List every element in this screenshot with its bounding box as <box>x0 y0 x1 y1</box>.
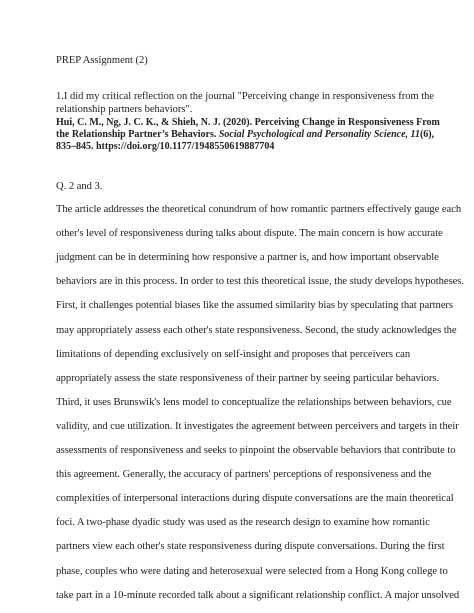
question-heading: Q. 2 and 3. <box>56 181 103 192</box>
reference-line-1: Hui, C. M., Ng, J. C. K., & Shieh, N. J. (2020). Perceiving Change in Responsiveness From <box>56 117 440 128</box>
reference-line-2 <box>56 129 434 140</box>
intro-line-1: 1.I did my critical reflection on the journal "Perceiving change in responsiveness from the <box>56 91 435 102</box>
body-line: foci. A two-phase dyadic study was used as the research design to examine how romantic <box>56 517 430 529</box>
body-line: judgment can be in determining how responsive a partner is, and how important observable <box>56 252 439 264</box>
body-line: The article addresses the theoretical conundrum of how romantic partners effectively gauge each <box>56 204 462 215</box>
body-line: limitations of depending exclusively on self-insight and proposes that perceivers can <box>56 348 411 360</box>
body-line: may appropriately assess each other's state responsiveness. Second, the study acknowledges the <box>56 324 457 336</box>
body-line: other's level of responsiveness during talks about dispute. The main concern is how accurate <box>56 228 443 240</box>
body-line: this agreement. Generally, the accuracy of partners' perceptions of responsiveness and the <box>56 469 432 481</box>
body-line: behaviors are in this process. In order to test this theoretical issue, the study develops hypotheses. <box>56 276 464 288</box>
body-line: partners view each other's state responsiveness during dispute conversations. During the first <box>56 541 445 553</box>
reference-journal: Social Psychological and Personality Science, 11 <box>218 129 420 140</box>
body-line: assessments of responsiveness and seeks to pinpoint the observable behaviors that contribute to <box>56 445 456 456</box>
body-line: complexities of interpersonal interactions during dispute conversations are the main theoretical <box>56 493 454 505</box>
reference-issue: (6), <box>419 129 435 140</box>
body-line: take part in a 10-minute recorded talk about a significant relationship conflict. A major unsolved <box>56 589 460 601</box>
body-line: Third, it uses Brunswik's lens model to conceptualize the relationships between behaviors, cue <box>56 396 452 408</box>
reference-plain: the Relationship Partner’s Behaviors. <box>56 129 219 140</box>
intro-line-2: relationship partners behaviors". <box>56 104 193 115</box>
body-line: appropriately assess the state responsiveness of their partner by seeing particular behaviors. <box>56 372 440 384</box>
body-line: validity, and cue utilization. It investigates the agreement between perceivers and targets in their <box>56 420 459 432</box>
document-title: PREP Assignment (2) <box>56 55 148 66</box>
body-line: phase, couples who were dating and heterosexual were selected from a Hong Kong college to <box>56 565 448 577</box>
body-line: First, it challenges potential biases like the assumed similarity bias by speculating that partners <box>56 300 453 312</box>
reference-line-3: 835–845. https://doi.org/10.1177/1948550619887704 <box>56 141 275 152</box>
